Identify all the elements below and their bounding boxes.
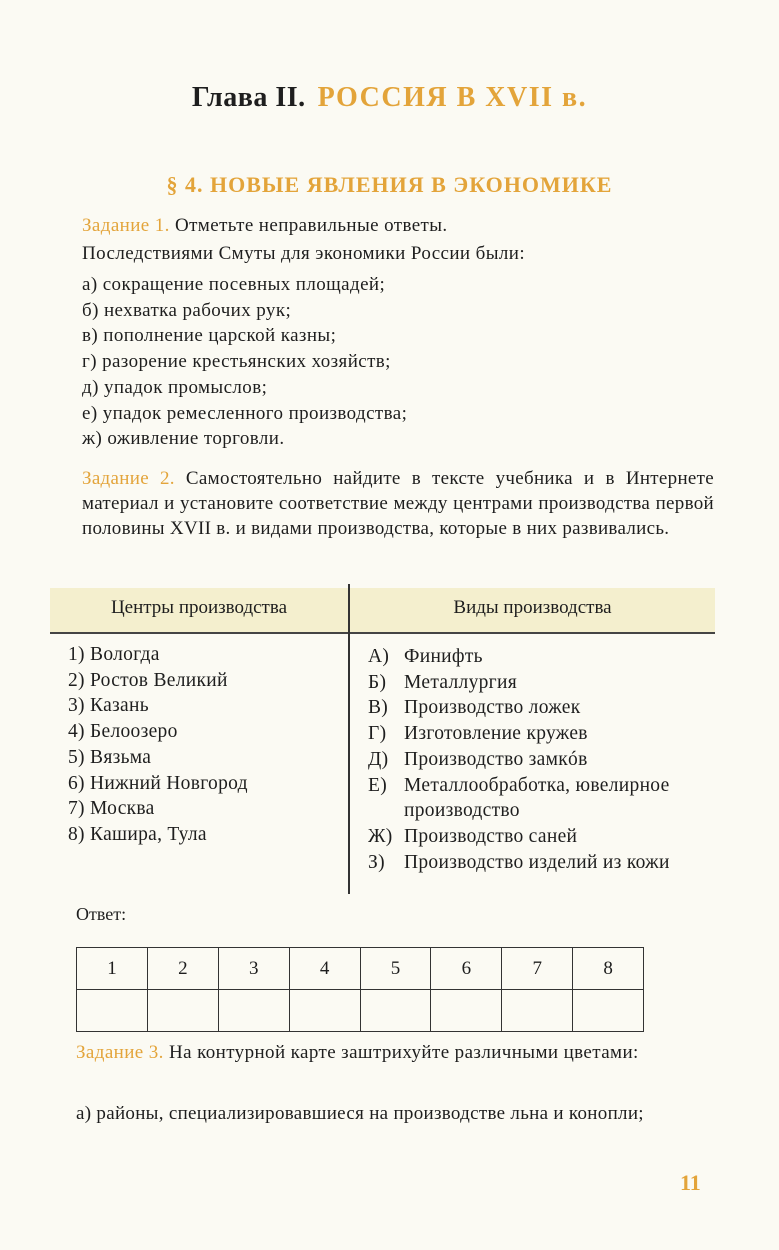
section-title: § 4. НОВЫЕ ЯВЛЕНИЯ В ЭКОНОМИКЕ bbox=[166, 172, 613, 197]
task1-option-e: е) упадок ремесленного производства; bbox=[82, 402, 408, 424]
task1-option-b: б) нехватка рабочих рук; bbox=[82, 299, 292, 321]
production-table-header bbox=[50, 588, 715, 634]
task1-label: Задание 1. bbox=[82, 215, 170, 236]
center-item: 6) Нижний Новгород bbox=[68, 772, 248, 794]
type-text: Изготовление кружев bbox=[404, 723, 588, 745]
task1-option-a: а) сокращение посевных площадей; bbox=[82, 274, 386, 295]
types-list bbox=[368, 644, 708, 875]
answer-number-cell: 7 bbox=[502, 948, 573, 990]
type-letter: Д) bbox=[368, 748, 389, 770]
answer-number-cell: 3 bbox=[218, 948, 289, 990]
task1-option-d: д) упадок промыслов; bbox=[82, 376, 268, 398]
type-letter: В) bbox=[368, 697, 389, 719]
task3 bbox=[76, 1040, 716, 1066]
type-item bbox=[368, 644, 708, 670]
header-types: Виды производства bbox=[453, 597, 612, 618]
center-item: 4) Белоозеро bbox=[68, 721, 178, 743]
task1-option-v: в) пополнение царской казны; bbox=[82, 325, 337, 347]
type-text: Финифть bbox=[404, 646, 483, 667]
chapter-title: РОССИЯ В XVII в. bbox=[317, 82, 588, 113]
centers-list bbox=[68, 642, 248, 848]
task1-question: Последствиями Смуты для экономики России были: bbox=[82, 243, 526, 264]
answer-input-cell[interactable] bbox=[502, 990, 573, 1032]
type-text: Производство саней bbox=[404, 825, 578, 847]
answer-number-cell: 8 bbox=[573, 948, 644, 990]
answer-input-cell[interactable] bbox=[573, 990, 644, 1032]
answer-number-cell: 2 bbox=[147, 948, 218, 990]
task1-option-zh: ж) оживление торговли. bbox=[82, 428, 285, 450]
answer-blank-row bbox=[77, 990, 644, 1032]
answer-input-cell[interactable] bbox=[431, 990, 502, 1032]
task3-item-a: а) районы, специализировавшиеся на производстве льна и конопли; bbox=[76, 1103, 644, 1124]
chapter-prefix: Глава II. bbox=[191, 82, 306, 113]
page-number: 11 bbox=[680, 1170, 701, 1195]
task2 bbox=[82, 466, 714, 541]
task3-text: На контурной карте заштрихуйте различными цветами: bbox=[168, 1042, 639, 1063]
type-item bbox=[368, 721, 708, 747]
type-text: Производство замкóв bbox=[404, 748, 588, 770]
task1-option-g: г) разорение крестьянских хозяйств; bbox=[82, 351, 391, 373]
type-letter: Г) bbox=[368, 723, 387, 745]
chapter-heading bbox=[0, 82, 779, 114]
type-letter: Б) bbox=[368, 671, 387, 693]
center-item: 8) Кашира, Тула bbox=[68, 823, 207, 845]
center-item: 7) Москва bbox=[68, 798, 155, 820]
answer-input-cell[interactable] bbox=[77, 990, 148, 1032]
answer-number-cell: 6 bbox=[431, 948, 502, 990]
answer-input-cell[interactable] bbox=[218, 990, 289, 1032]
type-letter: А) bbox=[368, 646, 390, 667]
center-item: 1) Вологда bbox=[68, 644, 160, 665]
answer-label: Ответ: bbox=[76, 904, 127, 924]
center-item: 3) Казань bbox=[68, 695, 149, 717]
answer-input-cell[interactable] bbox=[289, 990, 360, 1032]
task2-text: Самостоятельно найдите в тексте учебника и в Интернете материал и установите соответствие между центрами производства первой половины XVII в. и видами производства, которые в них развивались. bbox=[82, 468, 714, 539]
type-letter: Ж) bbox=[368, 825, 393, 847]
type-item bbox=[368, 695, 708, 721]
answer-numbers-row bbox=[77, 948, 644, 990]
type-item bbox=[368, 850, 708, 876]
type-item bbox=[368, 747, 708, 773]
answer-table bbox=[76, 947, 644, 1032]
task3-label: Задание 3. bbox=[76, 1042, 164, 1063]
task2-label: Задание 2. bbox=[82, 468, 175, 489]
answer-input-cell[interactable] bbox=[360, 990, 431, 1032]
answer-number-cell: 1 bbox=[77, 948, 148, 990]
task1-instruction: Отметьте неправильные ответы. bbox=[174, 215, 448, 236]
type-letter: Е) bbox=[368, 774, 388, 796]
answer-number-cell: 5 bbox=[360, 948, 431, 990]
answer-input-cell[interactable] bbox=[147, 990, 218, 1032]
center-item: 5) Вязьма bbox=[68, 746, 152, 768]
type-text: Металлообработка, ювелирное производство bbox=[404, 774, 670, 822]
task1 bbox=[82, 212, 722, 268]
header-centers: Центры производства bbox=[110, 597, 288, 618]
type-item bbox=[368, 773, 708, 824]
type-text: Производство изделий из кожи bbox=[404, 851, 670, 873]
answer-number-cell: 4 bbox=[289, 948, 360, 990]
type-letter: З) bbox=[368, 851, 385, 873]
type-item bbox=[368, 824, 708, 850]
center-item: 2) Ростов Великий bbox=[68, 669, 228, 691]
type-item bbox=[368, 670, 708, 696]
type-text: Производство ложек bbox=[404, 697, 581, 719]
task1-options bbox=[82, 272, 407, 452]
table-divider bbox=[348, 584, 350, 894]
type-text: Металлургия bbox=[404, 671, 517, 693]
